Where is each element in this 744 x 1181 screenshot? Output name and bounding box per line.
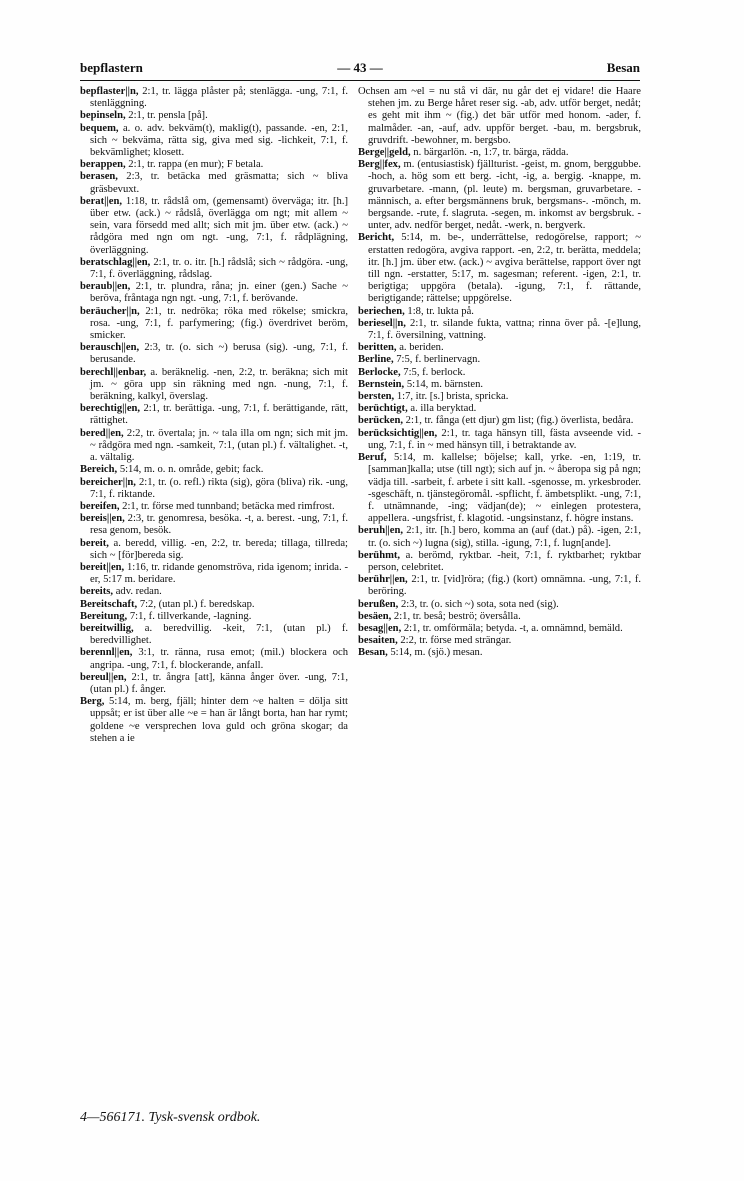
dictionary-entry <box>358 428 641 452</box>
dictionary-entry <box>80 110 348 122</box>
entry-headword: bered||en, <box>80 427 124 439</box>
dictionary-entry <box>80 599 348 611</box>
entry-definition: 2:1, itr. [h.] bero, komma an (auf (dat.) på). -igen, 2:1, tr. (o. sich ~) lugna (sig), stilla. -igung, 7:1, f. lugn[ande]. <box>368 525 641 549</box>
entry-definition: 2:3, tr. betäcka med gräsmatta; sich ~ bliva gräsbevuxt. <box>90 171 348 195</box>
right-column <box>358 86 641 660</box>
dictionary-entry <box>80 562 348 586</box>
entry-definition: m. (entusiastisk) fjällturist. -geist, m. gnom, berggubbe. -hoch, a. hög som ett berg. -icht, -ig, a. bergig. -knappe, m. gruvarbetare. -mann, (pl. leute) m. bergsman, gruvarbetare. -männisch, a. efter bergsmännens bruk, bergsmans-. -mönch, m. bergsande. -rute, f. slagruta. -segen, m. inkomst av bergsbruk. -unter, adv. nedför berget, nedåt. -werk, n. bergverk. <box>368 159 641 232</box>
dictionary-entry <box>358 306 641 318</box>
dictionary-entry <box>80 428 348 465</box>
dictionary-entry <box>358 452 641 525</box>
entry-headword: berußen, <box>358 598 399 610</box>
dictionary-entry <box>80 623 348 647</box>
entry-definition: 5:14, m. kallelse; böjelse; kall, yrke. -en, 1:19, tr. [samman]kalla; utse (till ngt); sich auf jn. ~ åberopa sig på ngn; vädja till. -sarbeit, f. arbete i sitt kall. -sgenosse, m. yrkesbroder. -sgeschäft, n. tjänsteg​öromål. -spflicht, f. ämbetsplikt. -ung, 7:1, f. utnämnande, -ing; vädjan(de); ~ einlegen protestera, appellera. -ungsfrist, f. klagotid. -ungsinstanz, f. högre instans. <box>368 452 641 525</box>
entry-headword: Bernstein, <box>358 378 405 390</box>
entry-definition: 2:3, tr. (o. sich ~) berusa (sig). -ung, 7:1, f. berusande. <box>90 342 348 366</box>
entry-definition: a. beriden. <box>396 342 444 354</box>
dictionary-entry <box>358 550 641 574</box>
entry-definition: 2:1, tr. beså; beströ; översålla. <box>391 610 521 622</box>
entry-headword: Berge||geld, <box>358 147 411 159</box>
dictionary-entry <box>80 86 348 110</box>
dictionary-entry <box>80 586 348 598</box>
page-header <box>80 58 640 81</box>
dictionary-entry <box>80 477 348 501</box>
entry-headword: bequem, <box>80 122 119 134</box>
dictionary-entry <box>358 379 641 391</box>
entry-definition: n. bärgarlön. -n, 1:7, tr. bärga, rädda. <box>410 147 569 159</box>
entry-headword: bepinseln, <box>80 110 126 122</box>
entry-definition: 7:1, f. tillverkande, -lagning. <box>127 610 252 622</box>
entry-definition: 2:1, tr. omförmäla; betyda. -t, a. omnämnd, bemäld. <box>401 622 623 634</box>
entry-headword: bepflaster||n, <box>80 86 139 97</box>
entry-definition: 1:16, tr. ridande genomströva, rida igenom; inrida. -er, 5:17 m. beridare. <box>90 561 348 586</box>
dictionary-entry <box>358 611 641 623</box>
dictionary-entry <box>358 342 641 354</box>
entry-definition: adv. redan. <box>113 586 162 598</box>
entry-headword: Berline, <box>358 354 394 366</box>
entry-headword: berasen, <box>80 171 118 183</box>
dictionary-entry <box>80 196 348 257</box>
dictionary-entry <box>80 281 348 305</box>
entry-definition: 2:1, tr. nedröka; röka med rökelse; smickra, rosa. -ung, 7:1, f. parfymering; (fig.) överdrivet beröm, smicker. <box>90 305 348 342</box>
entry-headword: bereitwillig, <box>80 622 134 634</box>
entry-headword: beraub||en, <box>80 281 131 293</box>
entry-definition: 2:1, tr. förse med tunnband; betäcka med rimfrost. <box>119 500 335 512</box>
entry-definition: 5:14, m. bärnsten. <box>404 378 484 390</box>
entry-definition: 1:18, tr. rådslå om, (gemensamt) överväga; itr. [h.] über etw. (ack.) ~ rådslå, överlägga om ngt; mit allem ~ sein, vara försedd med allt; sich mit jm. über etw. (ack.) ~ rådgöra med ngn om ngt. -ung, 7:1, f. rådplägning, överläggning. <box>90 195 348 256</box>
entry-headword: besäen, <box>358 610 392 622</box>
entry-definition: 2:1, tr. rappa (en mur); F betala. <box>125 159 264 171</box>
dictionary-entry <box>80 501 348 513</box>
dictionary-entry <box>80 464 348 476</box>
entry-definition: 7:5, f. berlinervagn. <box>393 354 481 366</box>
dictionary-entry <box>358 525 641 549</box>
entry-headword: besaiten, <box>358 635 398 647</box>
entry-headword: berechtig||en, <box>80 403 141 415</box>
dictionary-entry <box>80 696 348 745</box>
entry-definition: 5:14, m. o. n. område, gebit; fack. <box>117 464 264 476</box>
entry-headword: berat||en, <box>80 195 123 207</box>
entry-definition: 2:1, tr. [vid]röra; (fig.) (kort) omnämna. -ung, 7:1, f. beröring. <box>368 574 641 598</box>
dictionary-entry <box>80 538 348 562</box>
page-footer: 4—566171. Tysk-svensk ordbok. <box>80 1110 261 1125</box>
entry-headword: beriechen, <box>358 305 405 317</box>
entry-headword: beritten, <box>358 342 397 354</box>
dictionary-entry <box>80 342 348 366</box>
dictionary-entry <box>80 647 348 671</box>
dictionary-entry <box>80 367 348 404</box>
entry-headword: beratschlag||en, <box>80 256 151 268</box>
dictionary-entry <box>358 147 641 159</box>
entry-headword: berappen, <box>80 159 126 171</box>
entry-definition: 7:2, (utan pl.) f. beredskap. <box>137 598 255 610</box>
entry-definition: 2:1, tr. fånga (ett djur) gm list; (fig.) överlista, bedåra. <box>403 415 634 427</box>
entry-definition: a. beredvillig. -keit, 7:1, (utan pl.) f. beredvillighet. <box>90 622 348 647</box>
entry-definition: 5:14, m. (sjö.) mesan. <box>387 647 483 659</box>
entry-headword: bersten, <box>358 391 395 403</box>
entry-headword: Bereich, <box>80 464 118 476</box>
entry-definition: a. berömd, ryktbar. -heit, 7:1, f. ryktbarhet; ryktbar person, celebritet. <box>368 549 641 573</box>
entry-headword: Bereitschaft, <box>80 598 138 610</box>
entry-definition: 2:1, tr. ångra [att], känna ånger över. -ung, 7:1, (utan pl.) f. ånger. <box>90 671 348 695</box>
entry-definition: 2:2, tr. förse med strängar. <box>397 635 512 647</box>
dictionary-entry <box>80 159 348 171</box>
left-column <box>80 86 348 745</box>
page-number: — 43 — <box>337 60 383 75</box>
entry-definition: Ochsen am ~el = nu stå vi där, nu går det ej vidare! die Haare stehen jm. zu Berge håret reser sig. -ab, adv. utför berget, nedåt; es geht mit ihm ~ (fig.) det bär utför med honom. -ader, f. malmåder. -an, -auf, adv. uppför berget. -bau, m. bergsbruk, gruvdrift. -bewohner, m. bergsbo. <box>358 86 641 146</box>
entry-headword: berühmt, <box>358 549 401 561</box>
entry-definition: 5:14, m. be-, underrättelse, redogörelse, rapport; ~ erstatten redogöra, avgiva rapport. -en, 2:2, tr. berätta, meddela; itr. [h.] jm. über etw. (ack.) ~ avgiva berättelse, rapport över ngt till ngn. -erstatter, 5:17, m. sagesman; referent. -igen, 2:1, tr. berigtiga; uppgöra (betala). -igung, 7:1, f. rättande, berigtigande; rättelse; uppgörelse. <box>368 232 641 305</box>
entry-definition: 2:1, tr. taga hänsyn till, fästa avseende vid. -ung, 7:1, f. in ~ med hänsyn till, i betraktande av. <box>368 427 641 451</box>
dictionary-entry <box>358 159 641 232</box>
dictionary-entry <box>358 354 641 366</box>
entry-headword: Berg||fex, <box>358 159 401 171</box>
dictionary-entry <box>358 415 641 427</box>
entry-definition: a. o. adv. bekväm(t), maklig(t), passande. -en, 2:1, sich ~ bekväma, rätta sig, giva med sig. -lichkeit, 7:1, f. bekvämlighet; klosett. <box>90 122 348 159</box>
entry-definition: a. beredd, villig. -en, 2:2, tr. bereda; tillaga, tillreda; sich ~ [för]bereda sig. <box>90 537 348 561</box>
entry-definition: 2:1, tr. lägga plåster på; stenlägga. -ung, 7:1, f. stenläggning. <box>90 86 348 110</box>
dictionary-entry <box>358 623 641 635</box>
header-guide-word-right: Besan <box>606 60 640 75</box>
entry-headword: berausch||en, <box>80 342 140 354</box>
entry-definition: 2:2, tr. övertala; jn. ~ tala illa om ngn; sich mit jm. ~ rådgöra med ngn. -samkeit, 7:1, (utan pl.) f. vältalighet. -t, a. vältalig. <box>90 427 348 464</box>
entry-headword: bereits, <box>80 586 114 598</box>
dictionary-entry <box>80 672 348 696</box>
entry-headword: beruh||en, <box>358 525 403 537</box>
dictionary-entry <box>358 86 641 147</box>
dictionary-entry <box>358 367 641 379</box>
entry-definition: 2:1, tr. berättiga. -ung, 7:1, f. berättigande, rätt, rättighet. <box>90 403 348 427</box>
entry-headword: berücken, <box>358 415 404 427</box>
entry-definition: 5:14, m. berg, fjäll; hinter dem ~e halten = dölja sitt uppsåt; er ist über alle ~e = han är långt borta, han har rymt; goldene ~e versprechen lova guld och gröna skogar; da stehen a ie <box>90 696 348 744</box>
entry-headword: berennl||en, <box>80 647 133 659</box>
entry-headword: berücksichtig||en, <box>358 427 438 439</box>
entry-headword: Besan, <box>358 647 388 659</box>
dictionary-entry <box>358 635 641 647</box>
dictionary-entry <box>358 574 641 598</box>
dictionary-entry <box>80 123 348 160</box>
entry-headword: berühr||en, <box>358 574 408 586</box>
entry-definition: a. illa beryktad. <box>407 403 477 415</box>
dictionary-entry <box>358 391 641 403</box>
dictionary-entry <box>358 647 641 659</box>
dictionary-entry <box>80 611 348 623</box>
entry-headword: bereit, <box>80 537 109 549</box>
entry-headword: berüchtigt, <box>358 403 408 415</box>
entry-headword: Bericht, <box>358 232 395 244</box>
entry-definition: 2:1, tr. plundra, råna; jn. einer (gen.) Sache ~ beröva, fråntaga ngn ngt. -ung, 7:1, f. berövande. <box>90 281 348 305</box>
entry-definition: 1:7, itr. [s.] brista, spricka. <box>394 391 509 403</box>
entry-headword: bereifen, <box>80 500 120 512</box>
entry-headword: bereicher||n, <box>80 476 136 488</box>
dictionary-entry <box>80 171 348 195</box>
entry-definition: a. beräknelig. -nen, 2:2, tr. beräkna; sich mit jm. ~ göra upp sin räkning med ngn. -nung, 7:1, f. beräkning, kalkyl, överslag. <box>90 366 348 403</box>
entry-headword: berechl||enbar, <box>80 366 147 378</box>
entry-definition: 2:3, tr. (o. sich ~) sota, sota ned (sig). <box>398 598 559 610</box>
dictionary-entry <box>80 513 348 537</box>
dictionary-entry <box>80 403 348 427</box>
dictionary-entry <box>358 232 641 305</box>
entry-headword: bereit||en, <box>80 561 125 573</box>
entry-definition: 2:1, tr. o. itr. [h.] rådslå; sich ~ rådgöra. -ung, 7:1, f. överläggning, rådslag. <box>90 256 348 281</box>
entry-headword: Bereitung, <box>80 610 128 622</box>
entry-definition: 2:1, tr. (o. refl.) rikta (sig), göra (bliva) rik. -ung, 7:1, f. riktande. <box>90 476 348 500</box>
dictionary-entry <box>358 318 641 342</box>
entry-headword: Berg, <box>80 696 105 708</box>
entry-definition: 2:1, tr. silande fukta, vattna; rinna över på. -[e]lung, 7:1, f. översilning, vattning. <box>368 317 641 342</box>
dictionary-entry <box>80 306 348 343</box>
entry-definition: 2:3, tr. genomresa, besöka. -t, a. berest. -ung, 7:1, f. resa genom, besök. <box>90 513 348 537</box>
entry-headword: bereul||en, <box>80 671 127 683</box>
entry-headword: beriesel||n, <box>358 317 406 329</box>
dictionary-entry <box>358 599 641 611</box>
entry-headword: beräucher||n, <box>80 305 140 317</box>
entry-definition: 1:8, tr. lukta på. <box>404 305 474 317</box>
entry-definition: 2:1, tr. pensla [på]. <box>125 110 208 122</box>
dictionary-entry <box>80 257 348 281</box>
dictionary-entry <box>358 403 641 415</box>
entry-headword: bereis||en, <box>80 513 125 525</box>
header-guide-word-left: bepflastern <box>80 60 143 75</box>
entry-headword: Beruf, <box>358 452 387 464</box>
entry-headword: Berlocke, <box>358 366 401 378</box>
entry-headword: besag||en, <box>358 622 402 634</box>
entry-definition: 3:1, tr. ränna, rusa emot; (mil.) blockera och angripa. -ung, 7:1, f. blockerande, anfall. <box>90 647 348 671</box>
entry-definition: 7:5, f. berlock. <box>400 366 466 378</box>
